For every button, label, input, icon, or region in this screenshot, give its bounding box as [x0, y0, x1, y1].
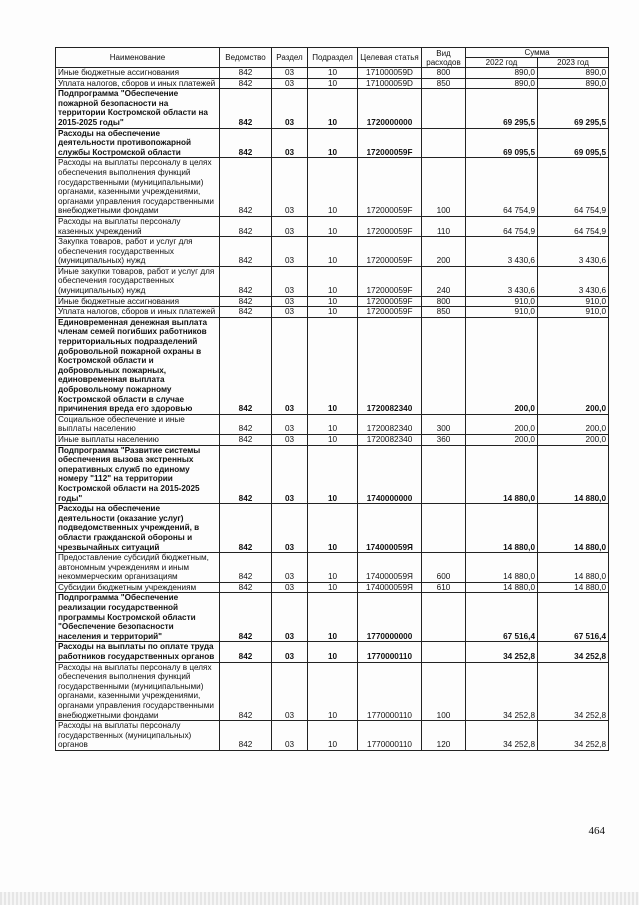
cell-dept: 842 [220, 445, 272, 504]
table-row [56, 593, 609, 642]
cell-sec: 03 [272, 89, 308, 128]
cell-sub: 10 [308, 307, 358, 318]
table-row [56, 434, 609, 445]
cell-dept: 842 [220, 504, 272, 553]
cell-dept: 842 [220, 89, 272, 128]
cell-v1: 14 880,0 [466, 445, 538, 504]
cell-sub: 10 [308, 504, 358, 553]
cell-art: 1720082340 [358, 434, 422, 445]
cell-name: Социальное обеспечение и иные выплаты населению [56, 414, 220, 434]
table-row [56, 89, 609, 128]
cell-vr: 240 [422, 266, 466, 296]
cell-name: Расходы на выплаты персоналу в целях обеспечения выполнения функций государственными (муниципальными) органами, казенными учреждениями, органами управления государственными внебюджетными фондами [56, 158, 220, 217]
cell-sec: 03 [272, 158, 308, 217]
cell-name: Подпрограмма "Развитие системы обеспечения вызова экстренных оперативных служб по единому номеру "112" на территории Костромской области на 2015-2025 годы" [56, 445, 220, 504]
cell-art: 1740000000 [358, 445, 422, 504]
cell-vr [422, 317, 466, 414]
cell-art: 1720000000 [358, 89, 422, 128]
header-name: Наименование [56, 48, 220, 68]
cell-art: 172000059F [358, 128, 422, 158]
cell-sec: 03 [272, 307, 308, 318]
cell-dept: 842 [220, 78, 272, 89]
cell-dept: 842 [220, 414, 272, 434]
cell-v2: 34 252,8 [538, 642, 609, 662]
table-row [56, 266, 609, 296]
cell-dept: 842 [220, 662, 272, 721]
cell-v1: 34 252,8 [466, 642, 538, 662]
cell-v2: 64 754,9 [538, 158, 609, 217]
cell-v2: 3 430,6 [538, 266, 609, 296]
cell-art: 171000059D [358, 68, 422, 79]
cell-v2: 910,0 [538, 296, 609, 307]
header-dept: Ведомство [220, 48, 272, 68]
cell-art: 1770000000 [358, 593, 422, 642]
table-row [56, 68, 609, 79]
cell-dept: 842 [220, 158, 272, 217]
cell-name: Подпрограмма "Обеспечение пожарной безопасности на территории Костромской области на 2015-2025 годы" [56, 89, 220, 128]
cell-v1: 69 095,5 [466, 128, 538, 158]
cell-v2: 200,0 [538, 414, 609, 434]
cell-art: 1720082340 [358, 317, 422, 414]
cell-v2: 14 880,0 [538, 582, 609, 593]
cell-dept: 842 [220, 296, 272, 307]
cell-name: Иные бюджетные ассигнования [56, 68, 220, 79]
cell-v1: 67 516,4 [466, 593, 538, 642]
cell-vr: 100 [422, 662, 466, 721]
cell-art: 172000059F [358, 307, 422, 318]
header-article: Целевая статья [358, 48, 422, 68]
cell-v2: 34 252,8 [538, 721, 609, 751]
cell-v1: 3 430,6 [466, 237, 538, 267]
cell-dept: 842 [220, 307, 272, 318]
cell-sub: 10 [308, 445, 358, 504]
cell-sub: 10 [308, 266, 358, 296]
header-exptype: Вид расходов [422, 48, 466, 68]
cell-art: 1770000110 [358, 642, 422, 662]
cell-vr [422, 504, 466, 553]
cell-dept: 842 [220, 68, 272, 79]
header-year-2023: 2023 год [538, 58, 609, 68]
cell-vr [422, 593, 466, 642]
cell-sec: 03 [272, 216, 308, 236]
cell-art: 174000059Я [358, 582, 422, 593]
cell-sec: 03 [272, 642, 308, 662]
table-row [56, 216, 609, 236]
cell-vr: 600 [422, 553, 466, 583]
page-number: 464 [588, 825, 605, 837]
cell-sec: 03 [272, 266, 308, 296]
cell-vr: 120 [422, 721, 466, 751]
table-row [56, 662, 609, 721]
table-row [56, 158, 609, 217]
cell-sec: 03 [272, 78, 308, 89]
cell-v2: 14 880,0 [538, 504, 609, 553]
cell-name: Иные бюджетные ассигнования [56, 296, 220, 307]
table-row [56, 237, 609, 267]
cell-art: 172000059F [358, 266, 422, 296]
cell-sec: 03 [272, 128, 308, 158]
table-row [56, 445, 609, 504]
cell-sub: 10 [308, 237, 358, 267]
cell-v1: 890,0 [466, 78, 538, 89]
cell-dept: 842 [220, 237, 272, 267]
cell-sub: 10 [308, 78, 358, 89]
cell-vr [422, 445, 466, 504]
cell-art: 174000059Я [358, 504, 422, 553]
cell-name: Закупка товаров, работ и услуг для обеспечения государственных (муниципальных) нужд [56, 237, 220, 267]
cell-name: Расходы на обеспечение деятельности противопожарной службы Костромской области [56, 128, 220, 158]
cell-vr: 800 [422, 296, 466, 307]
cell-sub: 10 [308, 216, 358, 236]
cell-vr: 100 [422, 158, 466, 217]
cell-art: 1770000110 [358, 662, 422, 721]
cell-name: Подпрограмма "Обеспечение реализации государственной программы Костромской области "Обеспечение безопасности населения и территорий" [56, 593, 220, 642]
cell-dept: 842 [220, 721, 272, 751]
cell-sub: 10 [308, 582, 358, 593]
cell-name: Уплата налогов, сборов и иных платежей [56, 78, 220, 89]
cell-sub: 10 [308, 642, 358, 662]
cell-art: 172000059F [358, 237, 422, 267]
cell-v2: 200,0 [538, 317, 609, 414]
cell-vr: 850 [422, 78, 466, 89]
cell-sec: 03 [272, 721, 308, 751]
cell-vr [422, 128, 466, 158]
cell-name: Расходы на обеспечение деятельности (оказание услуг) подведомственных учреждений, в области гражданской обороны и чрезвычайных ситуаций [56, 504, 220, 553]
scan-edge [0, 892, 639, 905]
cell-dept: 842 [220, 216, 272, 236]
cell-v2: 34 252,8 [538, 662, 609, 721]
cell-art: 171000059D [358, 78, 422, 89]
cell-sec: 03 [272, 445, 308, 504]
cell-v1: 890,0 [466, 68, 538, 79]
cell-sec: 03 [272, 296, 308, 307]
cell-name: Расходы на выплаты персоналу государственных (муниципальных) органов [56, 721, 220, 751]
cell-vr: 610 [422, 582, 466, 593]
cell-sec: 03 [272, 553, 308, 583]
cell-vr: 800 [422, 68, 466, 79]
cell-v2: 3 430,6 [538, 237, 609, 267]
cell-sec: 03 [272, 662, 308, 721]
cell-name: Расходы на выплаты персоналу казенных учреждений [56, 216, 220, 236]
cell-v2: 69 295,5 [538, 89, 609, 128]
cell-v2: 910,0 [538, 307, 609, 318]
cell-sec: 03 [272, 582, 308, 593]
cell-art: 174000059Я [358, 553, 422, 583]
cell-dept: 842 [220, 582, 272, 593]
cell-sec: 03 [272, 237, 308, 267]
cell-v1: 910,0 [466, 296, 538, 307]
cell-dept: 842 [220, 317, 272, 414]
table-row [56, 307, 609, 318]
cell-vr [422, 642, 466, 662]
table-row [56, 504, 609, 553]
cell-sub: 10 [308, 296, 358, 307]
cell-v1: 200,0 [466, 414, 538, 434]
cell-sec: 03 [272, 68, 308, 79]
cell-v1: 34 252,8 [466, 662, 538, 721]
cell-sub: 10 [308, 158, 358, 217]
cell-dept: 842 [220, 593, 272, 642]
cell-v1: 14 880,0 [466, 504, 538, 553]
cell-sub: 10 [308, 553, 358, 583]
cell-sec: 03 [272, 434, 308, 445]
table-row [56, 78, 609, 89]
cell-vr: 200 [422, 237, 466, 267]
cell-name: Субсидии бюджетным учреждениям [56, 582, 220, 593]
cell-dept: 842 [220, 553, 272, 583]
cell-v1: 200,0 [466, 317, 538, 414]
cell-v1: 14 880,0 [466, 582, 538, 593]
cell-v2: 200,0 [538, 434, 609, 445]
table-body [56, 68, 609, 751]
cell-v2: 64 754,9 [538, 216, 609, 236]
cell-art: 172000059F [358, 158, 422, 217]
table-row [56, 553, 609, 583]
cell-name: Иные закупки товаров, работ и услуг для обеспечения государственных (муниципальных) нужд [56, 266, 220, 296]
table-row [56, 128, 609, 158]
cell-v1: 910,0 [466, 307, 538, 318]
table-header [56, 48, 609, 68]
cell-v2: 14 880,0 [538, 445, 609, 504]
cell-art: 172000059F [358, 296, 422, 307]
cell-sub: 10 [308, 593, 358, 642]
cell-sec: 03 [272, 414, 308, 434]
cell-vr: 850 [422, 307, 466, 318]
table-row [56, 721, 609, 751]
cell-sub: 10 [308, 128, 358, 158]
cell-sub: 10 [308, 317, 358, 414]
cell-name: Предоставление субсидий бюджетным, автономным учреждениям и иным некоммерческим организациям [56, 553, 220, 583]
cell-dept: 842 [220, 434, 272, 445]
cell-vr: 360 [422, 434, 466, 445]
cell-dept: 842 [220, 642, 272, 662]
cell-name: Уплата налогов, сборов и иных платежей [56, 307, 220, 318]
table-row [56, 317, 609, 414]
cell-dept: 842 [220, 128, 272, 158]
cell-v2: 890,0 [538, 68, 609, 79]
cell-name: Расходы на выплаты персоналу в целях обеспечения выполнения функций государственными (муниципальными) органами, казенными учреждениями, органами управления государственными внебюджетными фондами [56, 662, 220, 721]
cell-name: Единовременная денежная выплата членам семей погибших работников территориальных подразделений добровольной пожарной охраны в Костромской области и добровольных пожарных, единовременная выплата добровольному пожарному Костромской области в случае причинения вреда его здоровью [56, 317, 220, 414]
header-sum: Сумма [466, 48, 609, 58]
cell-v2: 890,0 [538, 78, 609, 89]
cell-vr [422, 89, 466, 128]
cell-v2: 14 880,0 [538, 553, 609, 583]
cell-sub: 10 [308, 414, 358, 434]
cell-art: 1770000110 [358, 721, 422, 751]
cell-sec: 03 [272, 504, 308, 553]
cell-vr: 110 [422, 216, 466, 236]
cell-name: Расходы на выплаты по оплате труда работников государственных органов [56, 642, 220, 662]
cell-v1: 200,0 [466, 434, 538, 445]
cell-v1: 64 754,9 [466, 216, 538, 236]
header-section: Раздел [272, 48, 308, 68]
cell-name: Иные выплаты населению [56, 434, 220, 445]
cell-sub: 10 [308, 721, 358, 751]
cell-sub: 10 [308, 434, 358, 445]
table-row [56, 642, 609, 662]
cell-v1: 34 252,8 [466, 721, 538, 751]
cell-v1: 69 295,5 [466, 89, 538, 128]
cell-sub: 10 [308, 662, 358, 721]
cell-art: 172000059F [358, 216, 422, 236]
cell-sub: 10 [308, 68, 358, 79]
cell-v1: 3 430,6 [466, 266, 538, 296]
cell-sec: 03 [272, 593, 308, 642]
cell-v2: 69 095,5 [538, 128, 609, 158]
header-subsection: Подраздел [308, 48, 358, 68]
cell-v2: 67 516,4 [538, 593, 609, 642]
cell-dept: 842 [220, 266, 272, 296]
cell-sub: 10 [308, 89, 358, 128]
header-year-2022: 2022 год [466, 58, 538, 68]
table-row [56, 414, 609, 434]
cell-vr: 300 [422, 414, 466, 434]
cell-sec: 03 [272, 317, 308, 414]
cell-v1: 64 754,9 [466, 158, 538, 217]
cell-v1: 14 880,0 [466, 553, 538, 583]
budget-table [55, 47, 609, 751]
table-row [56, 296, 609, 307]
table-row [56, 582, 609, 593]
cell-art: 1720082340 [358, 414, 422, 434]
